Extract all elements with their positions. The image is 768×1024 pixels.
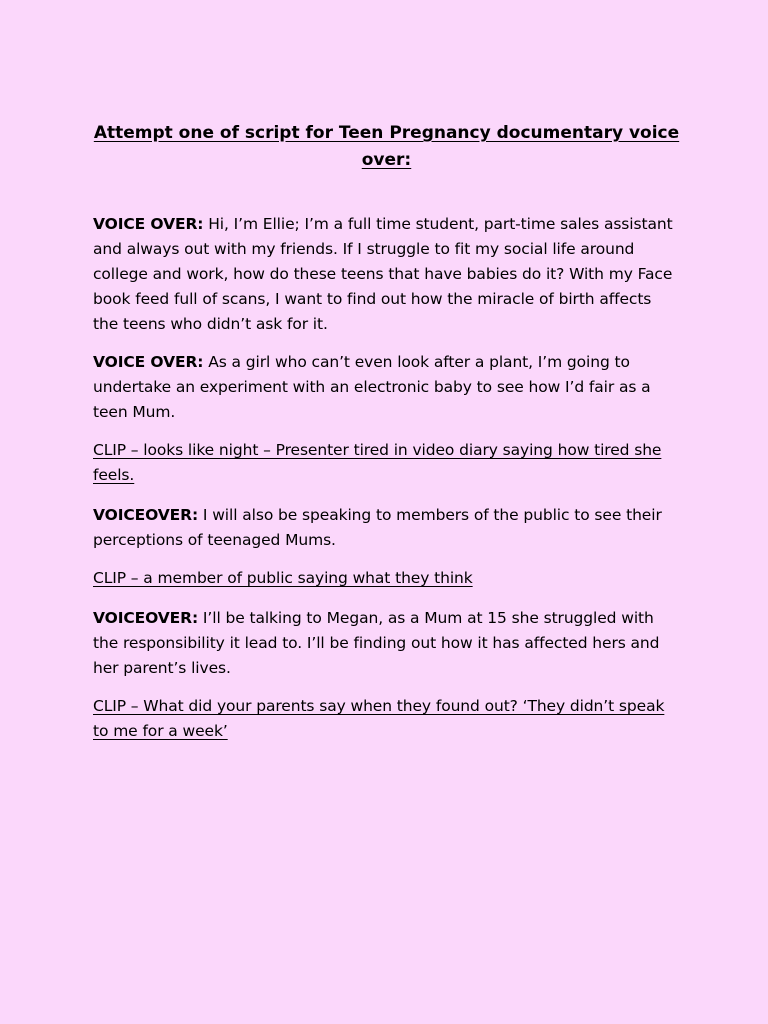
speaker-label: VOICEOVER: — [93, 506, 199, 524]
page-title: Attempt one of script for Teen Pregnancy documentary voice over: — [93, 123, 680, 170]
speaker-label: VOICE OVER: — [93, 215, 204, 233]
paragraph-text: Hi, I’m Ellie; I’m a full time student, part-time sales assistant and always out with my friends. If I struggle to fit my social life around college and work, how do these teens that have babies do it? With my Face book feed full of scans, I want to find out how the miracle of birth affects the teens who didn’t ask for it. — [93, 215, 673, 333]
voice-over-paragraph-4 — [93, 606, 680, 681]
speaker-label: VOICEOVER: — [93, 609, 199, 627]
voice-over-paragraph-2 — [93, 350, 680, 425]
voice-over-paragraph-3 — [93, 503, 680, 553]
voice-over-paragraph-1 — [93, 212, 680, 337]
paragraph-text: I’ll be talking to Megan, as a Mum at 15 she struggled with the responsibility it lead to. I’ll be finding out how it has affected hers and her parent’s lives. — [93, 609, 660, 677]
clip-note-2: CLIP – a member of public saying what they think — [93, 569, 473, 587]
speaker-label: VOICE OVER: — [93, 353, 204, 371]
clip-note-3: CLIP – What did your parents say when they found out? ‘They didn’t speak to me for a week’ — [93, 697, 665, 740]
clip-note-1: CLIP – looks like night – Presenter tired in video diary saying how tired she feels. — [93, 441, 662, 484]
paragraph-text: I will also be speaking to members of the public to see their perceptions of teenaged Mums. — [93, 506, 662, 549]
paragraph-text: As a girl who can’t even look after a plant, I’m going to undertake an experiment with an electronic baby to see how I’d fair as a teen Mum. — [93, 353, 651, 421]
